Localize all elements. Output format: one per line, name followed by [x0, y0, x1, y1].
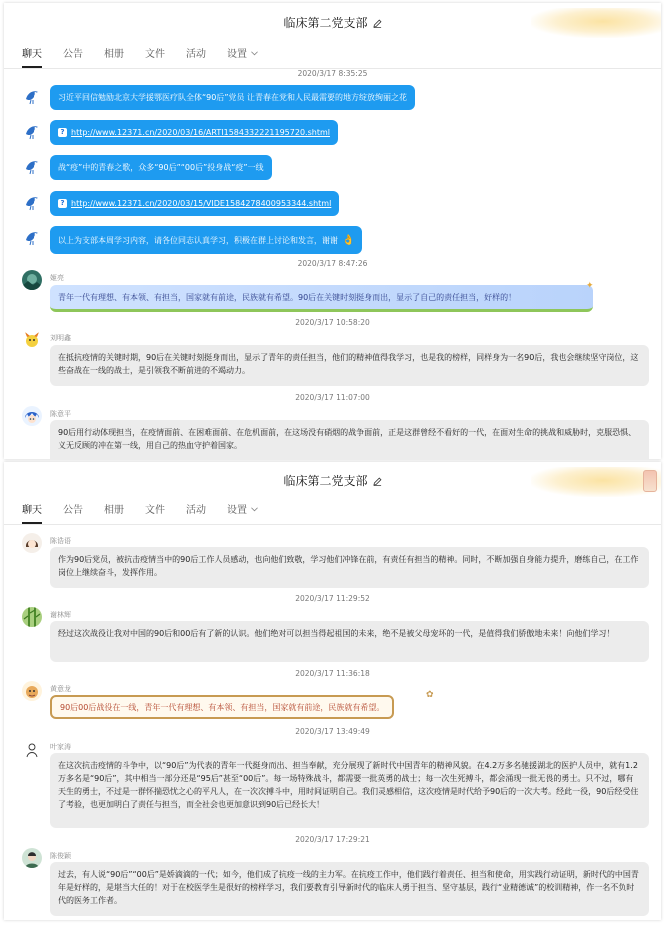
anime-avatar-icon: [22, 406, 42, 426]
avatar[interactable]: [22, 681, 42, 701]
timestamp: 2020/3/17 8:47:26: [297, 259, 368, 268]
avatar[interactable]: [22, 848, 42, 868]
cartoon-avatar-icon: [22, 330, 42, 350]
timestamp: 2020/3/17 13:49:49: [295, 727, 370, 736]
girl-avatar-icon: [22, 533, 42, 553]
edit-icon[interactable]: [373, 477, 382, 486]
tab-files[interactable]: 文件: [145, 49, 165, 60]
tab-divider: [4, 524, 661, 525]
header-decoration: [531, 467, 661, 497]
message-bubble[interactable]: 90后用行动体现担当，在疫情面前、在困难面前、在危机面前，在这场没有硝烟的战争面前，正是这群曾经不看好的一代，在面对生命的挑战和威胁时，克服恐惧、义无反顾的冲在第一线，用自己的热血守护着国家。: [50, 420, 649, 459]
message-bubble[interactable]: 作为90后党员，被抗击疫情当中的90后工作人员感动，也向他们致敬，学习他们冲锋在前，有责任有担当的精神。同时，不断加强自身能力提升，磨练自己，在工作岗位上继续奋斗，发挥作用。: [50, 547, 649, 588]
tab-settings[interactable]: 设置: [227, 503, 258, 525]
sender-name: 陈俊颖: [50, 852, 71, 860]
avatar[interactable]: [22, 227, 42, 247]
bamboo-avatar-icon: [22, 607, 42, 627]
tab-settings[interactable]: 设置: [227, 47, 258, 69]
bird-avatar-icon: [22, 156, 42, 176]
timestamp: 2020/3/17 8:35:25: [297, 69, 368, 78]
timestamp: 2020/3/17 11:29:52: [295, 594, 370, 603]
avatar[interactable]: [22, 739, 42, 759]
bird-avatar-icon: [22, 227, 42, 247]
sender-name: 黄意龙: [50, 685, 71, 693]
thumbs-up-emoji-icon: 👌: [342, 234, 355, 246]
group-title: 临床第二党支部: [4, 472, 661, 489]
title-bar: [4, 3, 661, 41]
message-bubble[interactable]: 习近平回信勉励北京大学援鄂医疗队全体“90后”党员 让青春在党和人民最需要的地方绽放绚丽之花: [50, 85, 415, 110]
article-link[interactable]: http://www.12371.cn/2020/03/16/ARTI1584332221195720.shtml: [71, 128, 330, 137]
decorated-message-bubble[interactable]: 青年一代有理想、有本领、有担当，国家就有前途，民族就有希望。90后在关键时刻挺身而出，显示了自己的责任担当，好样的！: [50, 285, 593, 312]
sender-name: 陈意平: [50, 410, 71, 418]
bell-decoration-icon: ✿: [426, 690, 434, 700]
tab-album[interactable]: 相册: [104, 49, 124, 60]
title-bar: [4, 462, 661, 500]
sender-name: 陈诰语: [50, 537, 71, 545]
tab-album[interactable]: 相册: [104, 505, 124, 516]
message-bubble[interactable]: 以上为支部本周学习内容，请各位同志认真学习，积极在群上讨论和发言，谢谢 👌: [50, 226, 362, 254]
sender-name: 姬亮: [50, 274, 64, 282]
message-bubble[interactable]: 在这次抗击疫情的斗争中，以“90后”为代表的青年一代挺身而出、担当奉献，充分展现了新时代中国青年的精神风貌。在4.2万多名驰援湖北的医护人员中，就有1.2万多名是“90后”，其中相当一部分还是“95后”甚至“00后”。每一场特殊战斗，都需要一批英勇的战士；每一次生死搏斗，都会涌现一批无畏的勇士。只不过，哪有天生的勇士，不过是一群怀揣恐忧之心的平凡人，在一次次搏斗中，用时间证明自己。我们灵感相信，这次疫情是时代给予90后的一次大考。经此一役，90后经受住了考验，也更加明白了责任与担当，而全社会也更加意识到90后已经长大！: [50, 753, 649, 828]
landscape-avatar-icon: [22, 270, 42, 290]
tab-announcements[interactable]: 公告: [63, 505, 83, 516]
header-decoration: [531, 8, 661, 38]
video-link[interactable]: http://www.12371.cn/2020/03/15/VIDE1584278400953344.shtml: [71, 199, 332, 208]
tab-files[interactable]: 文件: [145, 505, 165, 516]
link-icon: ?: [58, 199, 67, 208]
sender-name: 谢林辉: [50, 611, 71, 619]
star-decoration-icon: ✦: [586, 281, 594, 291]
tab-activities[interactable]: 活动: [186, 49, 206, 60]
decorated-message-bubble[interactable]: 90后00后战役在一线，青年一代有理想、有本领、有担当，国家就有前途，民族就有希望。: [50, 695, 394, 719]
bird-avatar-icon: [22, 192, 42, 212]
timestamp: 2020/3/17 11:36:18: [295, 669, 370, 678]
avatar[interactable]: [22, 607, 42, 627]
bird-avatar-icon: [22, 121, 42, 141]
tab-bar: [22, 503, 279, 525]
sketch-avatar-icon: [22, 739, 42, 759]
decoration-badge: [643, 470, 657, 492]
avatar[interactable]: [22, 533, 42, 553]
photo-avatar-icon: [22, 848, 42, 868]
chat-window-2: [4, 462, 661, 920]
tab-bar: [22, 47, 279, 69]
sender-name: 叶家涛: [50, 743, 71, 751]
tab-chat[interactable]: 聊天: [22, 47, 42, 69]
message-bubble[interactable]: 经过这次战役让我对中国的90后和00后有了新的认识。他们绝对可以担当得起祖国的未来，绝不是被父母宠坏的一代，是值得我们骄傲地未来！向他们学习！: [50, 621, 649, 662]
timestamp: 2020/3/17 10:58:20: [295, 318, 370, 327]
message-bubble[interactable]: 在抵抗疫情的关键时期，90后在关键时刻挺身而出，显示了青年的责任担当，他们的精神值得我学习，也是我的榜样，同样身为一名90后，我也会继续坚守岗位，这些奋战在一线的战士，是引领我不断前进的不竭动力。: [50, 345, 649, 386]
group-title: 临床第二党支部: [4, 14, 661, 31]
tab-activities[interactable]: 活动: [186, 505, 206, 516]
message-bubble[interactable]: 战“疫”中的青春之歌，众多“90后”“00后”投身战“疫”一线: [50, 155, 272, 180]
tab-chat[interactable]: 聊天: [22, 503, 42, 525]
tab-announcements[interactable]: 公告: [63, 49, 83, 60]
chevron-down-icon: [251, 51, 258, 56]
avatar[interactable]: [22, 270, 42, 290]
cartoon-avatar-icon: [22, 681, 42, 701]
link-icon: ?: [58, 128, 67, 137]
timestamp: 2020/3/17 11:07:00: [295, 393, 370, 402]
timestamp: 2020/3/17 17:29:21: [295, 835, 370, 844]
avatar[interactable]: [22, 406, 42, 426]
avatar[interactable]: [22, 156, 42, 176]
chat-window-1: [4, 3, 661, 459]
edit-icon[interactable]: [373, 19, 382, 28]
link-message-bubble[interactable]: [50, 120, 338, 145]
avatar[interactable]: [22, 121, 42, 141]
chevron-down-icon: [251, 507, 258, 512]
avatar[interactable]: [22, 86, 42, 106]
sender-name: 刘明鑫: [50, 334, 71, 342]
link-message-bubble[interactable]: [50, 191, 339, 216]
avatar[interactable]: [22, 330, 42, 350]
avatar[interactable]: [22, 192, 42, 212]
message-bubble[interactable]: 过去，有人说“90后”“00后”是娇滴滴的一代；如今，他们成了抗疫一线的主力军。在抗疫工作中，他们践行着责任、担当和使命，用实践行动证明，新时代的中国青年是好样的，是堪当大任的！对于在校医学生是很好的榜样学习，我们要教育引导新时代的临床人勇于担当、坚守基层，践行“业精德诚”的校训精神，作一名不负时代的医务工作者。: [50, 862, 649, 916]
bird-avatar-icon: [22, 86, 42, 106]
